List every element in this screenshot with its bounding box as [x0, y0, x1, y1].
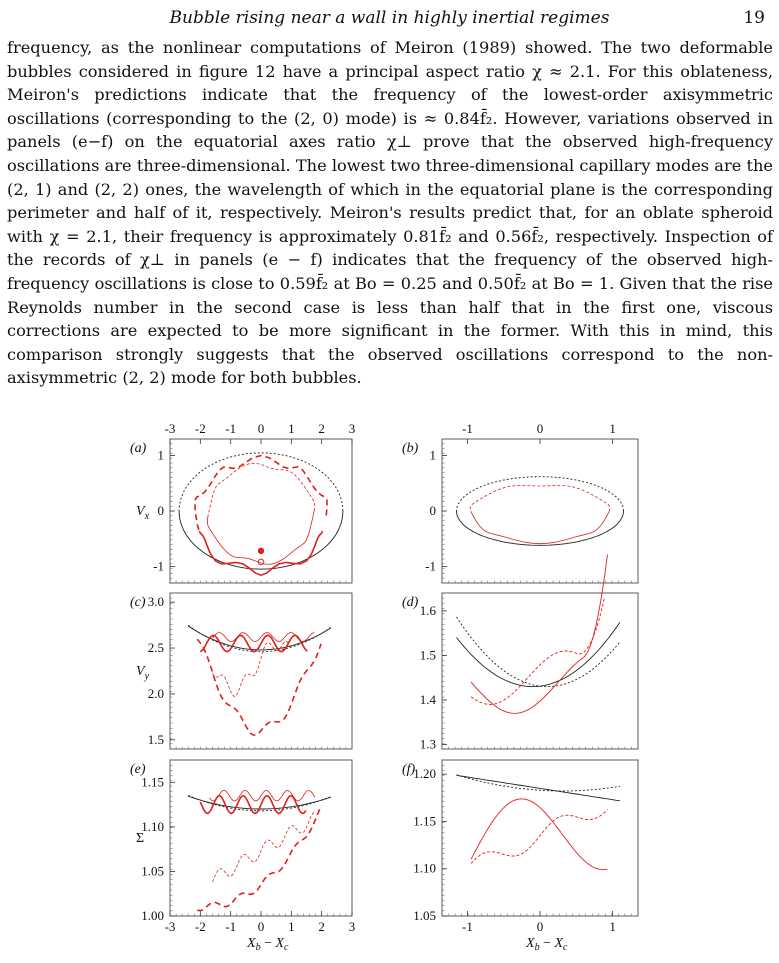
red-solid-loop [207, 511, 314, 564]
x-axis-label: $X_b - X_c$ [247, 936, 289, 953]
x-tick-label: 2 [318, 919, 325, 934]
top-tick-label: 0 [536, 421, 544, 436]
y-tick-label: 3.0 [147, 594, 164, 610]
y-tick-label: 1.05 [141, 863, 164, 879]
panel-frame [170, 760, 352, 916]
x-tick-label: -1 [461, 919, 473, 934]
red-thin-solid [209, 790, 315, 801]
y-tick-label: 2.0 [147, 685, 164, 701]
y-tick-label: 1.4 [419, 691, 436, 707]
x-tick-label: 1 [609, 919, 616, 934]
panel-frame [170, 593, 352, 749]
y-tick-label: -1 [153, 558, 164, 574]
y-tick-label: 1.10 [141, 818, 164, 834]
top-tick-label: 1 [288, 421, 295, 436]
panel-label: (d) [402, 595, 419, 610]
x-tick-label: 3 [348, 919, 356, 934]
panel-c [130, 593, 352, 749]
panel-b [402, 421, 638, 583]
ellipse-solid [179, 511, 343, 569]
start-marker [258, 548, 264, 554]
y-tick-label: 1 [157, 447, 164, 463]
panel-label: (f) [402, 762, 416, 777]
ellipse-dashed [457, 477, 624, 511]
panel-frame [442, 593, 638, 749]
panel-d [402, 555, 638, 752]
y-tick-label: 1.3 [419, 736, 436, 752]
panel-label: (c) [130, 595, 146, 610]
red-dashed [471, 809, 608, 863]
x-axis-label: $X_b - X_c$ [526, 936, 568, 953]
black-solid [457, 775, 620, 801]
panel-a [130, 421, 355, 583]
top-tick-label: -1 [225, 421, 237, 436]
red-solid [471, 555, 608, 714]
red-thick-dashed [195, 456, 327, 532]
panel-frame [442, 760, 638, 916]
panel-f [402, 760, 638, 953]
red-thick-dashed [197, 807, 321, 911]
y-tick-label: 2.5 [147, 640, 164, 656]
red-dashed [471, 597, 605, 704]
y-tick-label: 1.5 [419, 647, 436, 663]
red-thin-dashed [213, 812, 315, 882]
x-tick-label: -3 [164, 919, 176, 934]
y-tick-label: 0 [429, 503, 436, 518]
y-tick-label: 1.15 [141, 774, 164, 790]
x-tick-label: 1 [288, 919, 295, 934]
red-dashed-loop [470, 485, 610, 511]
running-title: Bubble rising near a wall in highly inertial regimes [169, 8, 610, 28]
y-tick-label: 1.5 [147, 731, 164, 747]
red-thick-dashed [197, 639, 321, 735]
panel-label: (e) [130, 762, 146, 777]
paragraph-text: frequency, as the nonlinear computations of Meiron (1989) showed. The two deformable bubbles considered in figure 12 have a principal aspect ratio χ ≈ 2.1. For this oblateness, Meiron's predictions indicate that the frequency of the lowest-order axisymmetric oscillations (corresponding to the (2, 0) mode) is ≈ 0.84f̄₂. However, variations observed in panels (e−f) on the equatorial axes ratio χ⊥ prove that the observed high-frequency oscillations are three-dimensional. The lowest two three-dimensional capillary modes are the (2, 1) and (2, 2) ones, the wavelength of which in the equatorial plane is the corresponding perimeter and half of it, respectively. Meiron's results predict that, for an oblate spheroid with χ = 2.1, their frequency is approximately 0.81f̄₂ and 0.56f̄₂, respectively. Inspection of the records of χ⊥ in panels (e − f) indicates that the frequency of the observed high-frequency oscillations is close to 0.59f̄₂ at Bo = 0.25 and 0.50f̄₂ at Bo = 1. Given that the rise Reynolds number in the second case is less than half that in the first one, viscous corrections are expected to be more significant in the former. With this in mind, this comparison strongly suggests that the observed oscillations correspond to the non-axisymmetric (2, 2) mode for both bubbles. [7, 38, 773, 388]
y-tick-label: 0 [157, 503, 164, 518]
y-axis-label: Σ [136, 831, 145, 846]
x-tick-label: 0 [536, 919, 544, 934]
page-number: 19 [743, 8, 765, 28]
black-dashed [457, 775, 620, 791]
y-axis-label: $V_x$ [136, 504, 150, 522]
panel-label: (b) [402, 441, 419, 456]
top-tick-label: 1 [609, 421, 616, 436]
y-tick-label: 1.10 [413, 860, 436, 876]
top-tick-label: 0 [257, 421, 265, 436]
panel-label: (a) [130, 441, 147, 456]
ellipse-dashed [179, 453, 343, 511]
panel-frame [442, 439, 638, 583]
y-tick-label: 1.15 [413, 813, 436, 829]
red-dashed-loop [208, 463, 315, 516]
black-solid [457, 622, 620, 686]
x-tick-label: -1 [225, 919, 237, 934]
top-tick-label: -2 [194, 421, 206, 436]
y-tick-label: -1 [425, 558, 436, 574]
y-tick-label: 1 [429, 447, 436, 463]
panel-e [130, 760, 355, 953]
top-tick-label: -3 [164, 421, 176, 436]
end-marker [258, 559, 264, 565]
top-tick-label: 2 [318, 421, 325, 436]
red-solid [471, 799, 608, 870]
top-tick-label: 3 [348, 421, 356, 436]
x-tick-label: -2 [194, 919, 206, 934]
top-tick-label: -1 [461, 421, 473, 436]
y-tick-label: 1.05 [413, 908, 436, 923]
y-tick-label: 1.00 [141, 908, 164, 923]
x-tick-label: 0 [257, 919, 265, 934]
y-axis-label: $V_y$ [136, 664, 150, 682]
panel-frame [170, 439, 352, 583]
y-tick-label: 1.20 [413, 766, 436, 782]
y-tick-label: 1.6 [419, 602, 436, 618]
